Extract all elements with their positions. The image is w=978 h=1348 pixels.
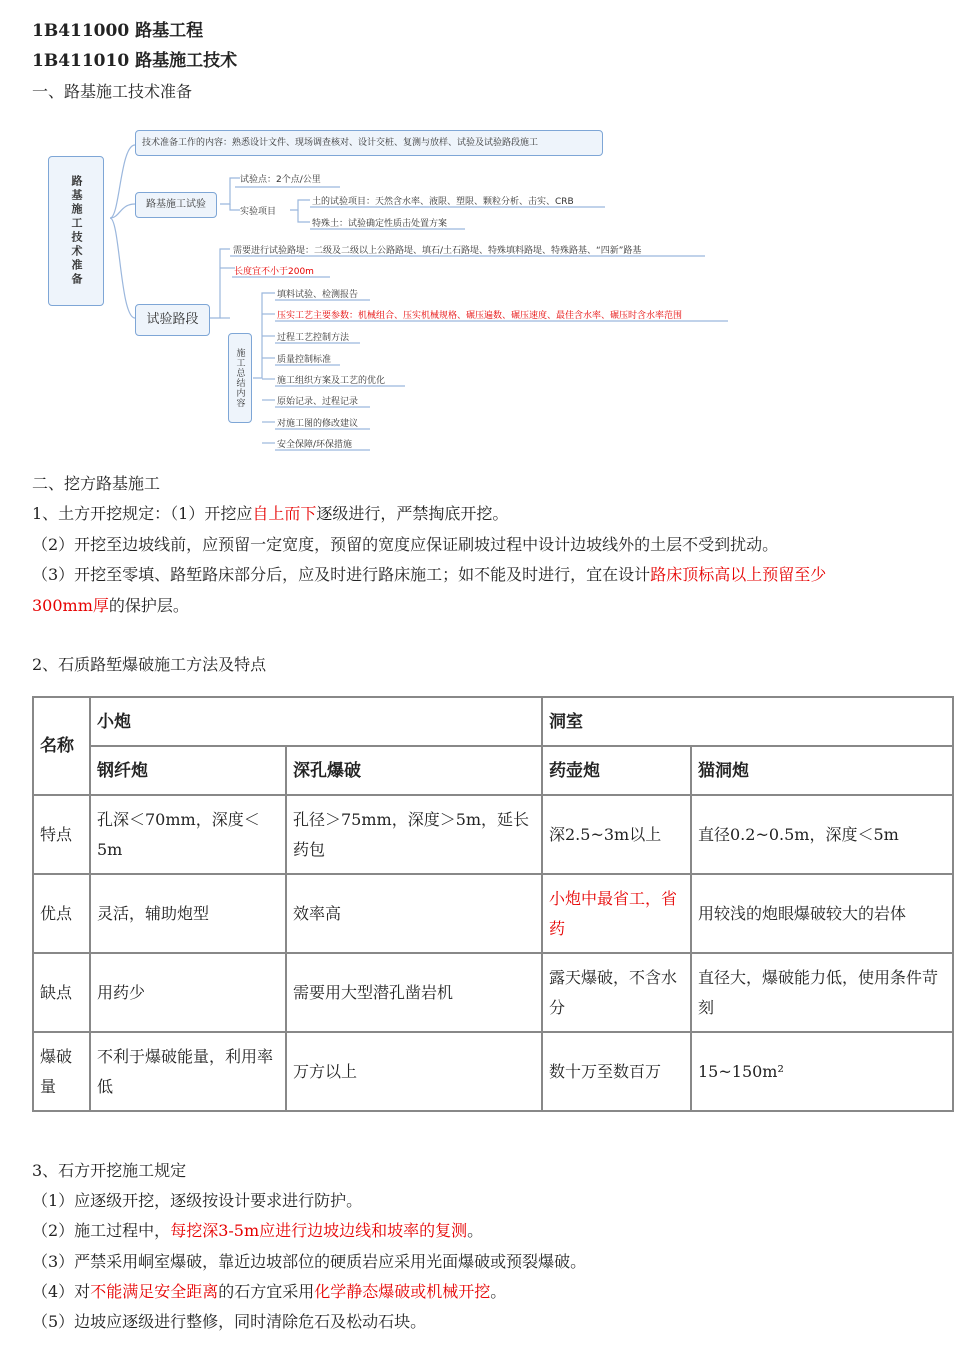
table-cell: 用较浅的炮眼爆破较大的岩体 (691, 874, 953, 953)
table-header-cave: 洞室 (542, 697, 953, 746)
mindmap-need-test: 需要进行试验路堤：二级及二级以上公路路堤、填石/土石路堤、特殊填料路堤、特殊路基、“四新”路基 (233, 246, 642, 256)
p3-text-b: 的保护层。 (108, 596, 189, 615)
mindmap-tech-content: 技术准备工作的内容：熟悉设计文件、现场调查核对、设计交桩、复测与放样、试验及试验路段施工 (135, 130, 603, 156)
table-cell: 直径大，爆破能力低，使用条件苛刻 (691, 953, 953, 1032)
table-row (33, 953, 953, 1032)
p1-highlight: 自上而下 (252, 504, 317, 523)
mindmap-s3: 过程工艺控制方法 (277, 333, 350, 343)
table-col-header: 钢纤炮 (90, 746, 286, 795)
table-header-name: 名称 (33, 697, 90, 795)
r2-text-b: 。 (467, 1221, 484, 1240)
table-cell: 露天爆破，不含水分 (542, 953, 691, 1032)
row-label: 缺点 (33, 953, 90, 1032)
table-cell: 效率高 (286, 874, 542, 953)
p3-highlight-2: 300mm厚 (32, 596, 109, 615)
mindmap-summary: 施工总结内容 (228, 333, 252, 423)
r4-text-c: 。 (490, 1282, 507, 1301)
rule-3: （3）严禁采用峒室爆破，靠近边坡部位的硬质岩应采用光面爆破或预裂爆破。 (32, 1252, 587, 1271)
mindmap-s8: 安全保障/环保措施 (277, 440, 353, 450)
rule-2 (32, 1220, 483, 1242)
mindmap-connectors (40, 118, 760, 463)
blasting-table (32, 696, 954, 1112)
subsection-2-title: 2、石质路堑爆破施工方法及特点 (32, 655, 267, 674)
p3-highlight: 路床顶标高以上预留至少 (650, 565, 827, 584)
mindmap-s6: 原始记录、过程记录 (277, 397, 359, 407)
mindmap-test-items: 实验项目 (240, 207, 277, 217)
table-row (33, 874, 953, 953)
p3-text-a: （3）开挖至零填、路堑路床部分后，应及时进行路床施工；如不能及时进行，宜在设计 (32, 565, 651, 584)
heading-2: 1B411010 路基施工技术 (32, 51, 238, 71)
mindmap-test-point: 试验点：2个点/公里 (240, 175, 321, 185)
table-cell: 孔深＜70mm，深度＜5m (90, 795, 286, 874)
r4-text-b: 的石方宜采用 (218, 1282, 315, 1301)
table-row (33, 795, 953, 874)
r4-highlight-2: 化学静态爆破或机械开挖 (314, 1282, 491, 1301)
table-cell: 小炮中最省工，省药 (542, 874, 691, 953)
table-header-small: 小炮 (90, 697, 542, 746)
paragraph-3 (32, 564, 826, 586)
heading-1: 1B411000 路基工程 (32, 21, 204, 41)
r4-text-a: （4）对 (32, 1282, 91, 1301)
r2-highlight: 每挖深3-5m应进行边坡边线和坡率的复测 (170, 1221, 468, 1240)
table-row (33, 1032, 953, 1111)
mindmap-length: 长度宜不小于200m (234, 267, 314, 277)
table-cell: 万方以上 (286, 1032, 542, 1111)
paragraph-3-cont (32, 595, 189, 617)
mindmap-test-section: 试验路段 (135, 304, 210, 336)
table-cell: 15~150m² (691, 1032, 953, 1111)
mindmap-root: 路基施工技术准备 (48, 156, 104, 306)
paragraph-1 (32, 503, 508, 525)
row-label: 特点 (33, 795, 90, 874)
paragraph-2: （2）开挖至边坡线前，应预留一定宽度，预留的宽度应保证刷坡过程中设计边坡线外的土层不受到扰动。 (32, 535, 779, 554)
mindmap-s4: 质量控制标准 (277, 355, 332, 365)
table-cell: 直径0.2~0.5m，深度＜5m (691, 795, 953, 874)
mindmap-s5: 施工组织方案及工艺的优化 (277, 376, 386, 386)
table-cell: 不利于爆破能量，利用率低 (90, 1032, 286, 1111)
mindmap-soil-items: 土的试验项目：天然含水率、液限、塑限、颗粒分析、击实、CRB (312, 197, 574, 207)
p1-text-a: 1、土方开挖规定：（1）开挖应 (32, 504, 253, 523)
mindmap-roadbed-test: 路基施工试验 (135, 192, 217, 218)
r4-highlight: 不能满足安全距离 (90, 1282, 219, 1301)
row-label: 爆破量 (33, 1032, 90, 1111)
mindmap-s7: 对施工图的修改建议 (277, 419, 359, 429)
row-label: 优点 (33, 874, 90, 953)
table-cell: 深2.5~3m以上 (542, 795, 691, 874)
table-cell: 用药少 (90, 953, 286, 1032)
section-1-title: 一、路基施工技术准备 (32, 82, 193, 101)
table-col-header: 深孔爆破 (286, 746, 542, 795)
mindmap-s1: 填料试验、检测报告 (277, 290, 359, 300)
p1-text-b: 逐级进行，严禁掏底开挖。 (316, 504, 509, 523)
mindmap-special-soil: 特殊土：试验确定性质击处置方案 (312, 219, 448, 229)
table-cell: 需要用大型潜孔凿岩机 (286, 953, 542, 1032)
mindmap-s2: 压实工艺主要参数：机械组合、压实机械规格、碾压遍数、碾压速度、最佳含水率、碾压时含水率范围 (277, 311, 683, 321)
table-cell: 灵活，辅助炮型 (90, 874, 286, 953)
table-col-header: 猫洞炮 (691, 746, 953, 795)
r2-text-a: （2）施工过程中， (32, 1221, 171, 1240)
table-col-header: 药壶炮 (542, 746, 691, 795)
rule-1: （1）应逐级开挖，逐级按设计要求进行防护。 (32, 1191, 363, 1210)
rule-4 (32, 1281, 506, 1303)
table-cell: 数十万至数百万 (542, 1032, 691, 1111)
mindmap (40, 118, 760, 463)
table-cell: 孔径＞75mm，深度＞5m，延长药包 (286, 795, 542, 874)
section-2-title: 二、挖方路基施工 (32, 474, 161, 493)
subsection-3-title: 3、石方开挖施工规定 (32, 1161, 187, 1180)
rule-5: （5）边坡应逐级进行整修，同时清除危石及松动石块。 (32, 1312, 427, 1331)
